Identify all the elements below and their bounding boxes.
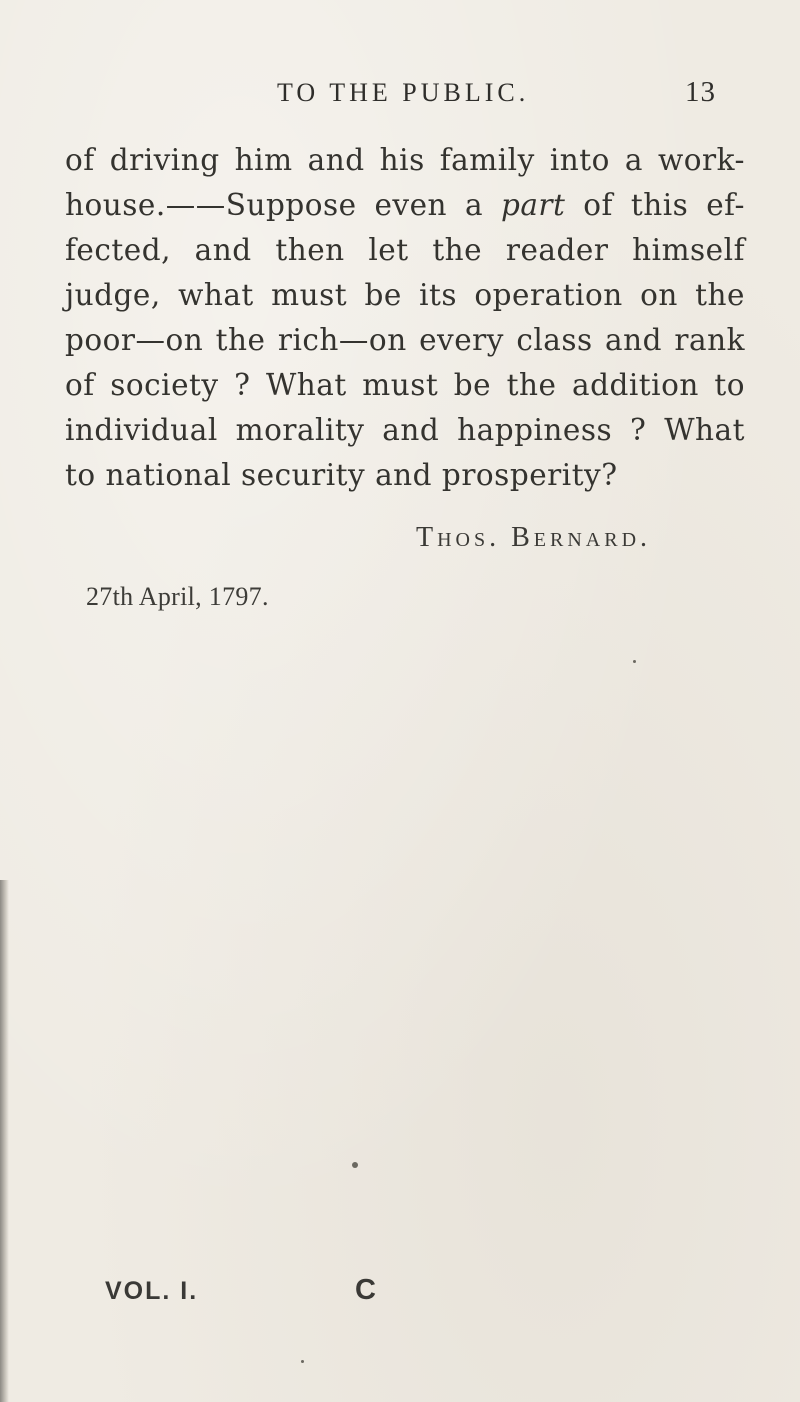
running-head xyxy=(0,74,800,114)
text-line-3: fected, and then let the reader himself xyxy=(65,233,745,267)
ink-speck xyxy=(352,1162,358,1168)
text-line-1: of driving him and his family into a work- xyxy=(65,143,745,177)
text-line-4: judge, what must be its operation on the xyxy=(65,278,745,312)
text-line-6: of society ? What must be the addition to xyxy=(65,368,745,402)
text-line-2-start: house.——Suppose even a xyxy=(65,188,501,222)
author-signature: Thos. Bernard. xyxy=(416,522,652,553)
text-line-2-end: of this ef- xyxy=(565,188,745,222)
text-line-7: individual morality and happiness ? What xyxy=(65,413,745,447)
ink-speck xyxy=(633,660,636,663)
signature-mark: C xyxy=(355,1274,376,1306)
body-paragraph xyxy=(65,138,745,498)
italic-word: part xyxy=(500,188,566,222)
page-number: 13 xyxy=(685,76,716,108)
page-footer xyxy=(0,1274,800,1317)
text-line-5: poor—on the rich—on every class and rank xyxy=(65,323,745,357)
ink-speck xyxy=(301,1360,304,1363)
text-line-2 xyxy=(65,183,745,228)
volume-mark: VOL. I. xyxy=(105,1277,199,1305)
running-title: TO THE PUBLIC. xyxy=(277,78,530,107)
dateline: 27th April, 1797. xyxy=(86,582,269,611)
binding-edge xyxy=(0,880,9,1402)
text-line-8: to national security and prosperity? xyxy=(65,458,618,492)
